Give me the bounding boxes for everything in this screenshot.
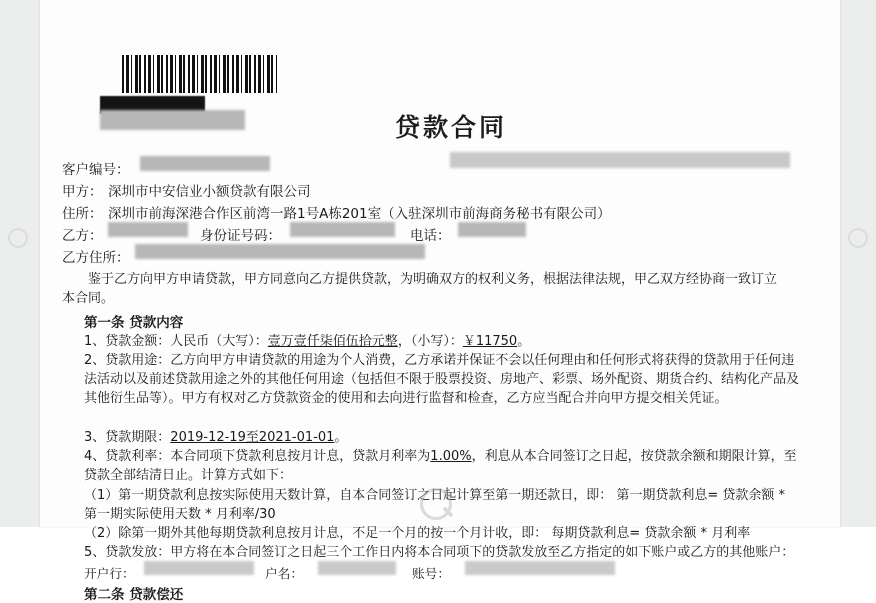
field-party-b-address-label: 乙方住所： <box>62 250 130 266</box>
field-address-label: 住所： <box>62 206 103 222</box>
clause-3-no: 3、 <box>84 430 106 445</box>
clause-5 <box>84 543 800 562</box>
clause-1-text-before: 贷款金额：人民币（大写）： <box>105 334 268 349</box>
clause-1-text-after: 。 <box>517 334 531 349</box>
clause-5-text: 贷款发放：甲方将在本合同签订之日起三个工作日内将本合同项下的贷款发放至乙方指定的如下账户或乙方的其他账户： <box>105 545 795 560</box>
contract-paper <box>40 0 840 603</box>
clause-1-amount-num: ￥11750 <box>462 334 518 349</box>
page-left-edge <box>0 0 40 527</box>
section-1-title: 第一条 贷款内容 <box>84 315 184 331</box>
barcode-icon <box>122 55 277 93</box>
field-id-number-label: 身份证号码： <box>200 228 281 244</box>
section-2-title: 第二条 贷款偿还 <box>84 587 184 603</box>
page-right-edge <box>836 0 876 527</box>
redaction-bank <box>144 561 254 575</box>
clause-5-no: 5、 <box>84 545 106 560</box>
clause-3-text-after: 。 <box>334 430 348 445</box>
clause-3-period: 2019-12-19至2021-01-01 <box>170 430 335 445</box>
preamble-paragraph: 鉴于乙方向甲方申请贷款，甲方同意向乙方提供贷款，为明确双方的权利义务，根据法律法规，甲乙双方经协商一致订立本合同。 <box>62 272 778 306</box>
clause-4-rate: 1.00% <box>430 449 472 464</box>
field-party-b-label: 乙方： <box>62 228 103 244</box>
redaction-block-header-left <box>100 110 245 130</box>
redaction-account-no <box>465 561 615 575</box>
field-address-value: 深圳市前海深港合作区前湾一路1号A栋201室（入驻深圳市前海商务秘书有限公司） <box>108 206 611 222</box>
clause-2-no: 2、 <box>84 353 106 368</box>
clause-4 <box>84 447 800 485</box>
redaction-party-b-address <box>135 244 425 259</box>
clause-3 <box>84 428 784 447</box>
field-customer-no-label: 客户编号： <box>62 162 130 178</box>
field-account-no-label: 账号： <box>412 566 451 581</box>
clause-2 <box>84 351 800 408</box>
scan-artifact-right <box>848 228 868 248</box>
field-account-name-label: 户名： <box>265 566 304 581</box>
redaction-id-number <box>290 222 395 237</box>
redaction-customer-no <box>140 156 270 171</box>
field-party-a-label: 甲方： <box>62 184 103 200</box>
clause-4-no: 4、 <box>84 449 106 464</box>
field-party-a-value: 深圳市中安信业小额贷款有限公司 <box>108 184 311 200</box>
scan-artifact-left <box>8 228 28 248</box>
clause-2-text: 贷款用途：乙方向甲方申请贷款的用途为个人消费，乙方承诺并保证不会以任何理由和任何形式将获得的贷款用于任何违法活动以及前述贷款用途之外的其他任何用途（包括但不限于股票投资、房地产、彩票、场外配资、期货合约、结构化产品及其他衍生品等）。甲方有权对乙方贷款资金的使用和去向进行监督和检查，乙方应当配合并向甲方提交相关凭证。 <box>84 353 800 406</box>
page-title: 贷款合同 <box>395 113 508 142</box>
sub-clause-2: （2）除第一期外其他每期贷款利息按月计息，不足一个月的按一个月计收，即： 每期贷款利息= 贷款余额 * 月利率 <box>84 526 751 541</box>
clause-1-no: 1、 <box>84 334 106 349</box>
search-watermark-icon <box>418 486 454 522</box>
redaction-block-header-right <box>450 152 790 168</box>
clause-4-text-after: ，利息从本合同签订之日起，按贷款余额和期限计算，至贷款全部结清日止。计算方式如下： <box>84 449 797 483</box>
field-phone-label: 电话： <box>410 228 451 244</box>
clause-4-text-before: 贷款利率：本合同项下贷款利息按月计息，贷款月利率为 <box>105 449 431 464</box>
field-bank-label: 开户行： <box>84 566 135 581</box>
redaction-account-name <box>318 561 396 575</box>
clause-1-amount-cn: 壹万壹仟柒佰伍拾元整 <box>267 334 398 349</box>
sub-clause-1: （1）第一期贷款利息按实际使用天数计算，自本合同签订之日起计算至第一期还款日，即： 第一期贷款利息= 贷款余额 * 第一期实际使用天数 * 月利率/30 <box>84 488 786 522</box>
clause-1-text-mid: ，（小写）： <box>397 334 463 349</box>
redaction-party-b-name <box>108 222 188 237</box>
clause-1 <box>84 332 784 351</box>
redaction-phone <box>458 222 526 237</box>
clause-3-text-before: 贷款期限： <box>105 430 171 445</box>
